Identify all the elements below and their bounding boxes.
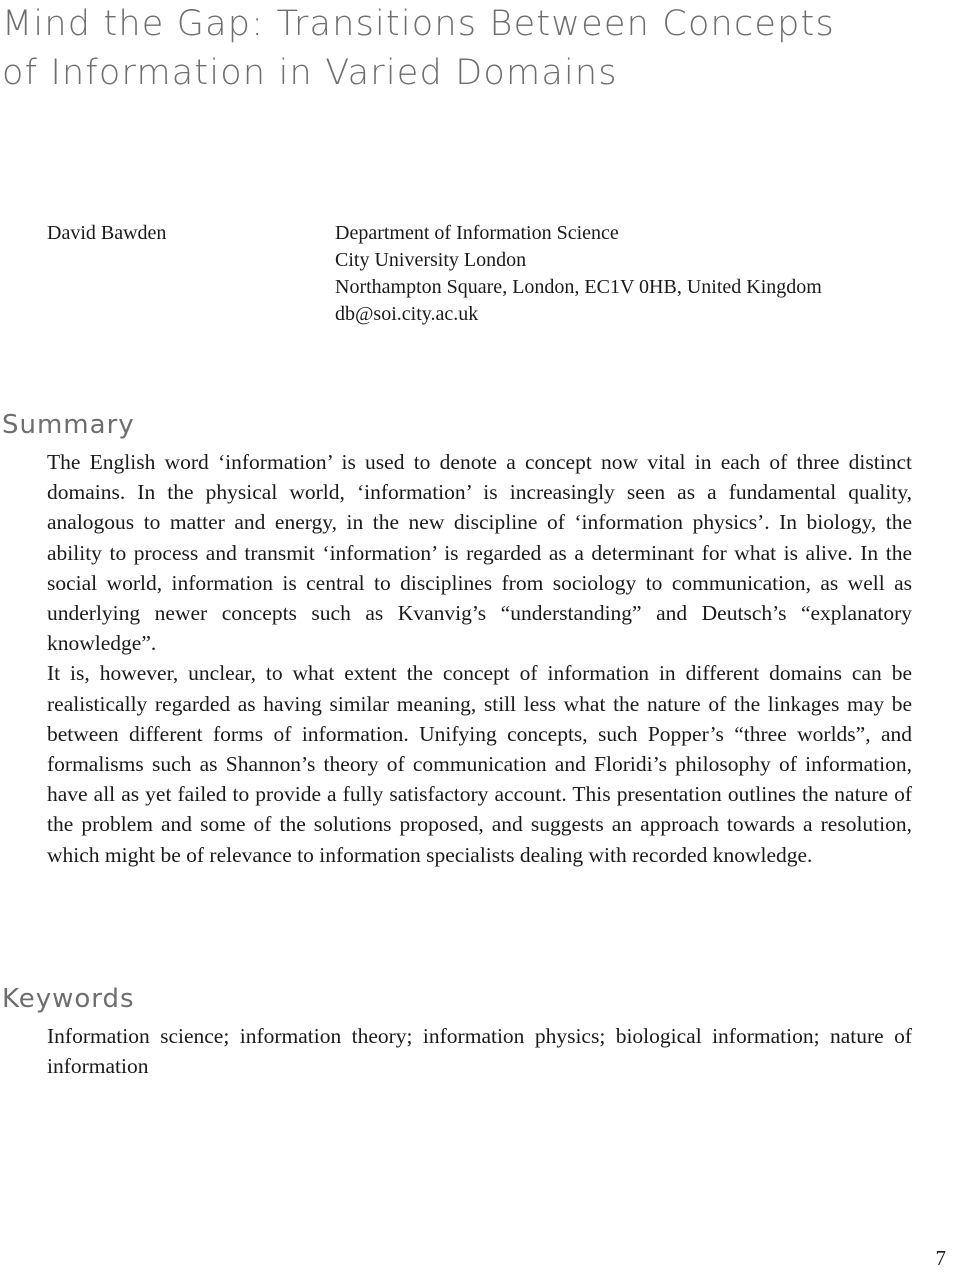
page-number: 7 (935, 1246, 946, 1270)
title-line-1: Mind the Gap: Transitions Between Concepts (2, 4, 835, 44)
summary-body (47, 447, 912, 870)
summary-paragraph-2: It is, however, unclear, to what extent the concept of information in different domains can be realistically regarded as having similar meaning, still less what the nature of the linkages may be between different forms of information. Unifying concepts, such Popper’s “three worlds”, and formalisms such as Shannon’s theory of communication and Floridi’s philosophy of information, have all as yet failed to provide a fully satisfactory account. This presentation outlines the nature of the problem and some of the solutions proposed, and suggests an approach towards a resolution, which might be of relevance to information specialists dealing with recorded knowledge. (47, 661, 912, 867)
title-line-2: of Information in Varied Domains (2, 53, 618, 93)
paper-title (2, 0, 942, 98)
keywords-heading: Keywords (2, 984, 135, 1014)
author-affiliation (335, 220, 822, 328)
keywords-list: Information science; information theory; information physics; biological information; nature of information (47, 1024, 912, 1079)
author-name: David Bawden (47, 222, 167, 244)
summary-heading: Summary (2, 410, 135, 440)
department: Department of Information Science (335, 222, 619, 244)
institution: City University London (335, 249, 527, 271)
summary-paragraph-1: The English word ‘information’ is used to denote a concept now vital in each of three distinct domains. In the physical world, ‘information’ is increasingly seen as a fundamental quality, analogous to matter and energy, in the new discipline of ‘information physics’. In biology, the ability to process and transmit ‘information’ is regarded as a determinant for what is alive. In the social world, information is central to disciplines from sociology to communication, as well as underlying newer concepts such as Kvanvig’s “understanding” and Deutsch’s “explanatory knowledge”. (47, 450, 912, 656)
email-address: db@soi.city.ac.uk (335, 303, 479, 325)
address: Northampton Square, London, EC1V 0HB, United Kingdom (335, 276, 822, 298)
